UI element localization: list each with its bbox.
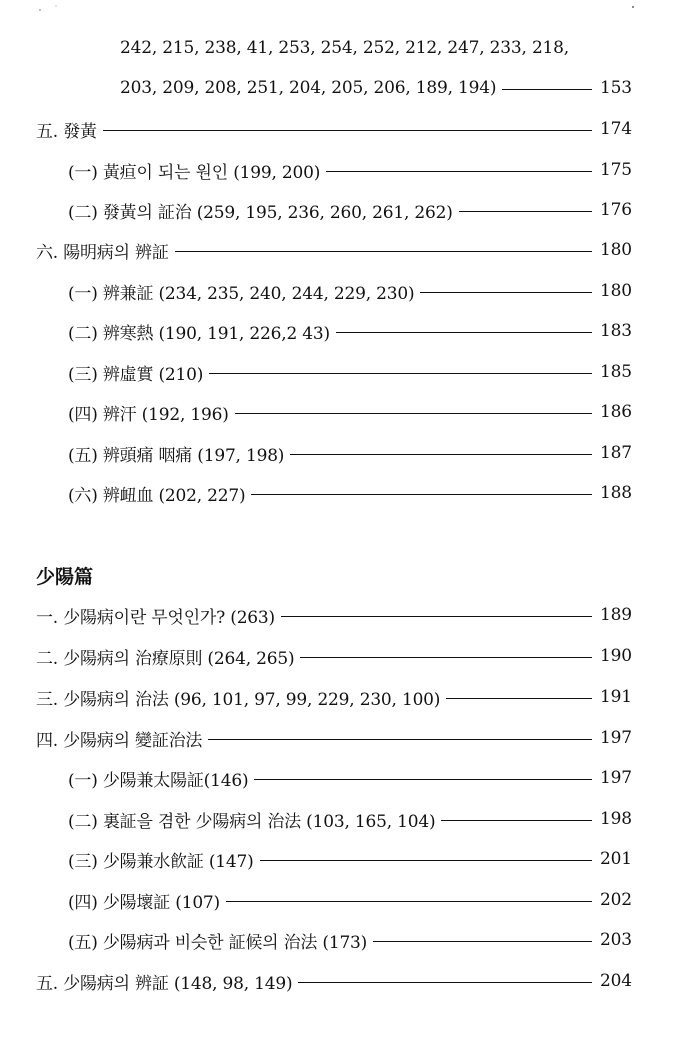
- toc-page-number: 197: [600, 728, 632, 748]
- toc-entry: [0, 961, 700, 1001]
- toc-entry: [0, 595, 700, 635]
- toc-entry-title: (一) 辨兼証 (234, 235, 240, 244, 229, 230): [68, 283, 415, 304]
- toc-leader-line: [208, 739, 592, 740]
- toc-page-number: 176: [600, 200, 632, 220]
- toc-entry-title: 六. 陽明病의 辨証: [36, 242, 169, 263]
- toc-entry: [0, 311, 700, 351]
- toc-leader-line: [441, 820, 592, 821]
- toc-page-number: 191: [600, 687, 632, 707]
- toc-continuation-text-1: 242, 215, 238, 41, 253, 254, 252, 212, 247, 233, 218,: [120, 38, 569, 58]
- toc-leader-line: [326, 171, 592, 172]
- toc-page-number: 198: [600, 809, 632, 829]
- toc-leader-line: [254, 779, 592, 780]
- toc-entry-title: 一. 少陽病이란 무엇인가? (263): [36, 607, 275, 628]
- toc-continuation-text-2: 203, 209, 208, 251, 204, 205, 206, 189, 194): [120, 78, 497, 98]
- toc-entry-title: (五) 辨頭痛 咽痛 (197, 198): [68, 445, 285, 466]
- toc-entry: [0, 880, 700, 920]
- toc-entry: [0, 473, 700, 513]
- toc-page-number: 190: [600, 646, 632, 666]
- toc-entry: [0, 352, 700, 392]
- toc-entry: [0, 271, 700, 311]
- toc-page-number: 153: [600, 78, 632, 98]
- toc-entry: [0, 920, 700, 960]
- toc-entry-title: (二) 發黃의 証治 (259, 195, 236, 260, 261, 262): [68, 202, 453, 223]
- toc-page-number: 187: [600, 443, 632, 463]
- toc-entry-title: 二. 少陽病의 治療原則 (264, 265): [36, 648, 295, 669]
- toc-entry: [0, 109, 700, 149]
- toc-leader-line: [281, 616, 592, 617]
- toc-entry: [0, 433, 700, 473]
- toc-entry-title: (三) 少陽兼水飮証 (147): [68, 851, 254, 872]
- toc-entry-title: 四. 少陽病의 變証治法: [36, 730, 203, 751]
- toc-entry: [0, 758, 700, 798]
- toc-entry-title: (一) 少陽兼太陽証(146): [68, 770, 249, 791]
- toc-entry: [0, 150, 700, 190]
- toc-leader-line: [290, 454, 592, 455]
- toc-page-number: 203: [600, 930, 632, 950]
- toc-entry-title: (一) 黃疸이 되는 원인 (199, 200): [68, 162, 321, 183]
- toc-entry: [0, 799, 700, 839]
- toc-entry-title: (二) 裏証을 겸한 少陽病의 治法 (103, 165, 104): [68, 811, 436, 832]
- toc-entry-title: 五. 發黃: [36, 121, 97, 142]
- toc-entry: [0, 230, 700, 270]
- toc-page-number: 180: [600, 240, 632, 260]
- scan-specks: [0, 0, 700, 20]
- toc-entry-title: (五) 少陽病과 비슷한 証候의 治法 (173): [68, 932, 368, 953]
- toc-entry-title: (三) 辨虛實 (210): [68, 364, 204, 385]
- toc-leader-line: [459, 211, 592, 212]
- toc-entry-title: (二) 辨寒熱 (190, 191, 226,2 43): [68, 323, 330, 344]
- toc-entry-title: (六) 辨衄血 (202, 227): [68, 485, 246, 506]
- toc-page-number: 204: [600, 971, 632, 991]
- toc-leader-line: [226, 901, 592, 902]
- toc-leader-line: [251, 494, 592, 495]
- toc-leader-line: [260, 860, 592, 861]
- toc-leader-line: [336, 332, 592, 333]
- toc-page-number: 186: [600, 402, 632, 422]
- toc-page-number: 180: [600, 281, 632, 301]
- toc-leader-line: [103, 130, 592, 131]
- toc-page-number: 185: [600, 362, 632, 382]
- toc-entry: [0, 839, 700, 879]
- toc-leader-line: [298, 982, 592, 983]
- toc-entry-title: (四) 辨汗 (192, 196): [68, 404, 229, 425]
- toc-entry-title: (四) 少陽壞証 (107): [68, 892, 220, 913]
- toc-leader-line: [209, 373, 592, 374]
- toc-entry: [0, 636, 700, 676]
- toc-page-number: 202: [600, 890, 632, 910]
- toc-leader-line: [175, 251, 592, 252]
- toc-leader-line: [446, 698, 592, 699]
- toc-page-number: 174: [600, 119, 632, 139]
- toc-entry-title: 五. 少陽病의 辨証 (148, 98, 149): [36, 973, 293, 994]
- toc-leader-line: [300, 657, 592, 658]
- toc-page-number: 183: [600, 321, 632, 341]
- toc-entry-title: 三. 少陽病의 治法 (96, 101, 97, 99, 229, 230, 100): [36, 689, 441, 710]
- toc-entry: [0, 677, 700, 717]
- toc-entry: [0, 190, 700, 230]
- toc-page-number: 197: [600, 768, 632, 788]
- toc-entry: [0, 392, 700, 432]
- toc-page-number: 175: [600, 160, 632, 180]
- toc-page-number: 201: [600, 849, 632, 869]
- toc-continuation-line-1: [0, 28, 700, 68]
- toc-leader-line: [420, 292, 592, 293]
- toc-entry: [0, 718, 700, 758]
- toc-page-number: 189: [600, 605, 632, 625]
- toc-page-number: 188: [600, 483, 632, 503]
- toc-leader-line: [373, 941, 592, 942]
- toc-leader-line: [235, 413, 592, 414]
- section-heading: 少陽篇: [36, 566, 94, 588]
- toc-continuation-line-2: [0, 68, 700, 108]
- toc-leader-line: [502, 89, 592, 90]
